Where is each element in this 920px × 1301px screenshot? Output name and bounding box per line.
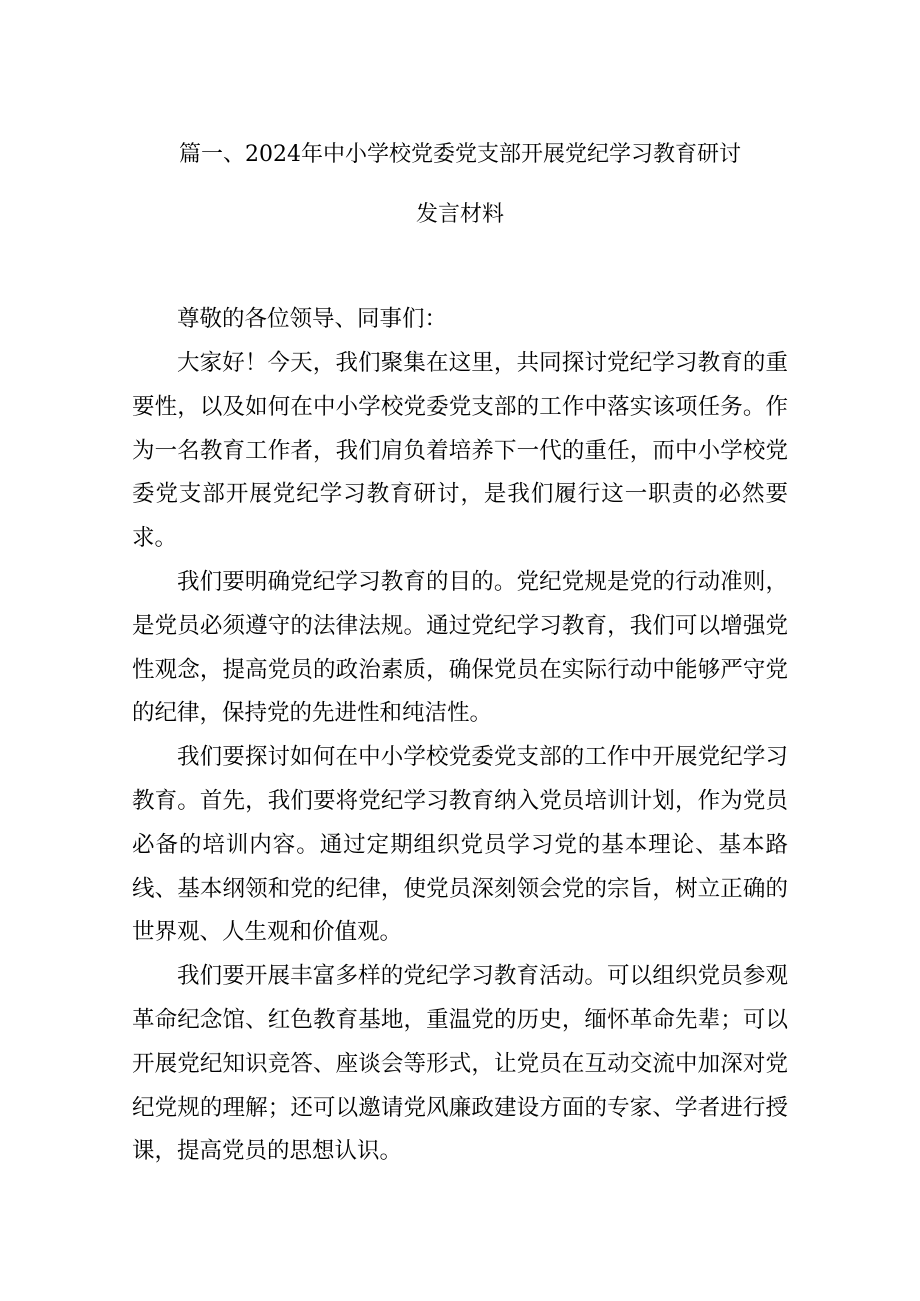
paragraph-1: 大家好！今天，我们聚集在这里，共同探讨党纪学习教育的重要性，以及如何在中小学校党委党支部的工作中落实该项任务。作为一名教育工作者，我们肩负着培养下一代的重任，而中小学校党委党支部开展党纪学习教育研讨，是我们履行这一职责的必然要求。	[132, 350, 788, 552]
document-body	[132, 342, 788, 1174]
greeting: 尊敬的各位领导、同事们：	[177, 306, 448, 332]
document-title-line-1: 篇一、2024年中小学校党委党支部开展党纪学习教育研讨	[179, 142, 741, 167]
paragraph-2: 我们要明确党纪学习教育的目的。党纪党规是党的行动准则，是党员必须遵守的法律法规。通过党纪学习教育，我们可以增强党性观念，提高党员的政治素质，确保党员在实际行动中能够严守党的纪律，保持党的先进性和纯洁性。	[132, 568, 788, 727]
paragraph-4: 我们要开展丰富多样的党纪学习教育活动。可以组织党员参观革命纪念馆、红色教育基地，重温党的历史，缅怀革命先辈；可以开展党纪知识竞答、座谈会等形式，让党员在互动交流中加深对党纪党规的理解；还可以邀请党风廉政建设方面的专家、学者进行授课，提高党员的思想认识。	[132, 963, 788, 1165]
paragraph-3: 我们要探讨如何在中小学校党委党支部的工作中开展党纪学习教育。首先，我们要将党纪学习教育纳入党员培训计划，作为党员必备的培训内容。通过定期组织党员学习党的基本理论、基本路线、基本纲领和党的纪律，使党员深刻领会党的宗旨，树立正确的世界观、人生观和价值观。	[132, 744, 788, 946]
document-title-line-2: 发言材料	[415, 202, 504, 227]
